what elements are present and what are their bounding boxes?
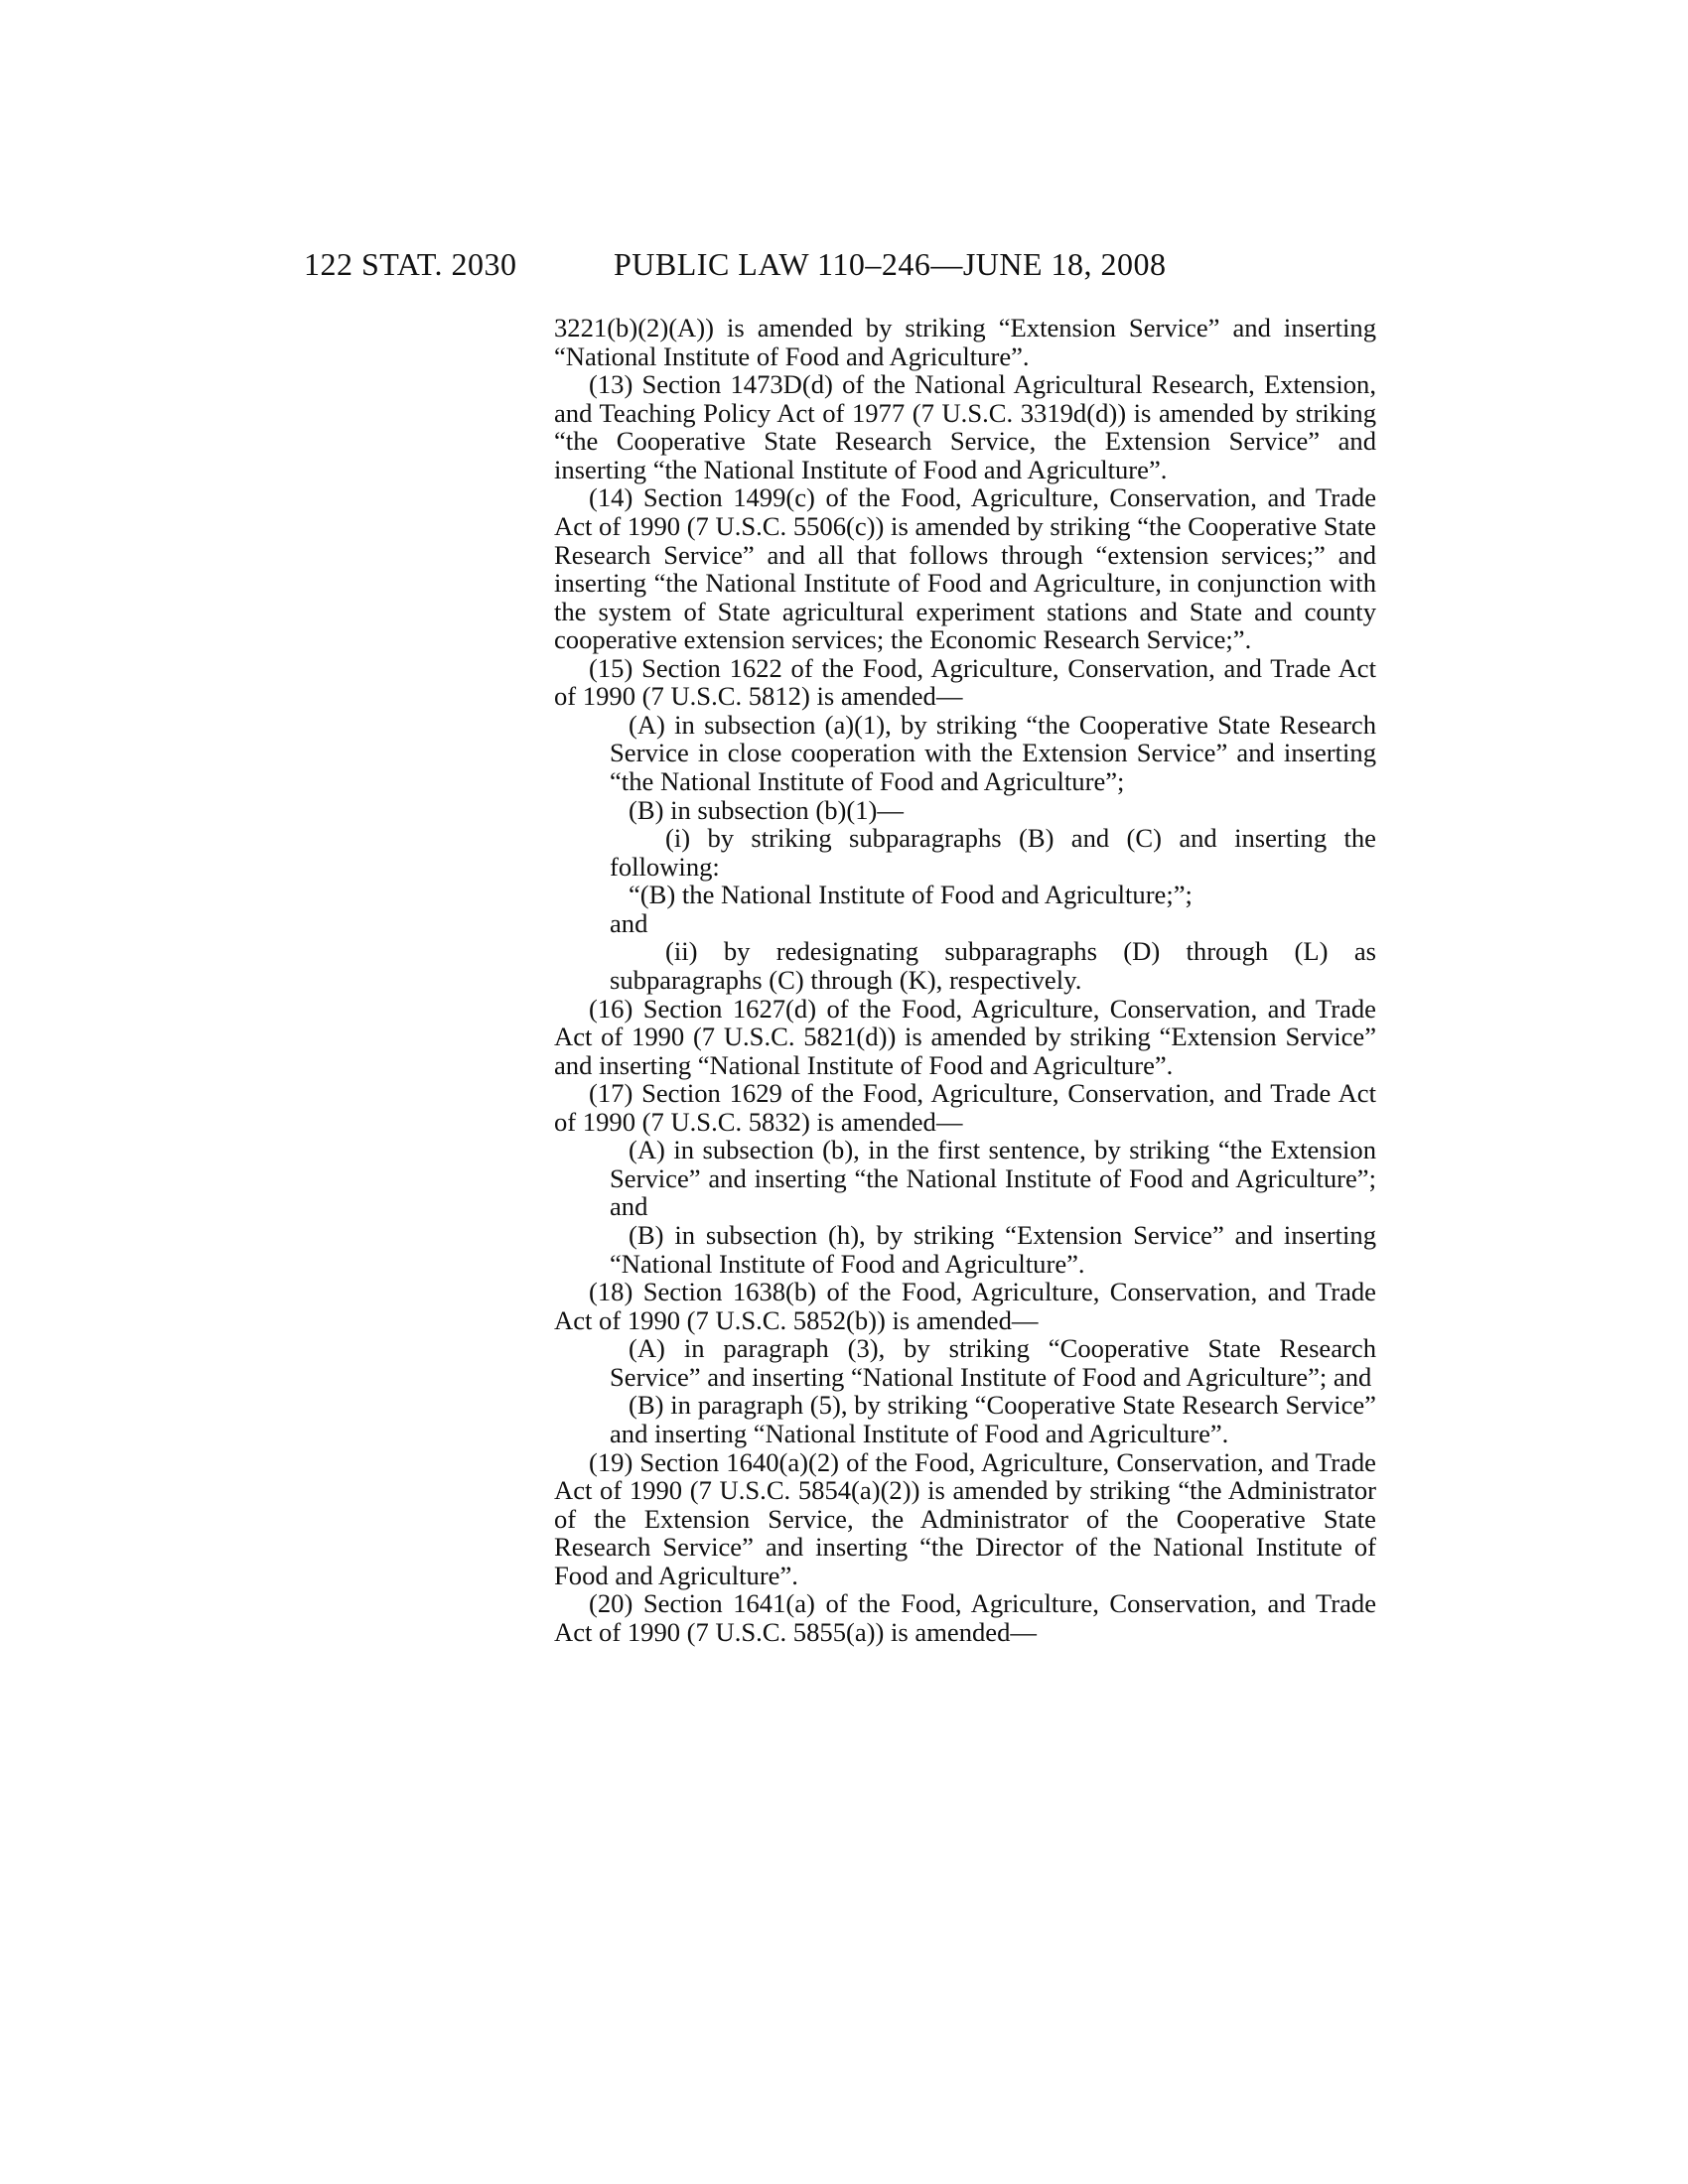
paragraph-18: (18) Section 1638(b) of the Food, Agriculture, Conservation, and Trade Act of 1990 (7 U.S.C. 5852(b)) is amended— — [554, 1277, 1376, 1335]
paragraph-15: (15) Section 1622 of the Food, Agriculture, Conservation, and Trade Act of 1990 (7 U.S.C. 5812) is amended— — [554, 652, 1376, 712]
paragraph-15-b: (B) in subsection (b)(1)— — [629, 794, 904, 825]
body-text — [554, 314, 1376, 1646]
paragraph-15-b-i: (i) by striking subparagraphs (B) and (C) and inserting the following: — [610, 823, 1376, 882]
paragraph-17-a: (A) in subsection (b), in the first sentence, by striking “the Extension Service” and inserting “the National Institute of Food and Agriculture”; and — [610, 1135, 1376, 1222]
paragraph-18-b: (B) in paragraph (5), by striking “Cooperative State Research Service” and inserting “National Institute of Food and Agriculture”. — [610, 1390, 1376, 1448]
paragraph-15-b-quote: “(B) the National Institute of Food and Agriculture;”; — [629, 880, 1193, 910]
paragraph-14: (14) Section 1499(c) of the Food, Agriculture, Conservation, and Trade Act of 1990 (7 U.S.C. 5506(c)) is amended by striking “the Cooperative State Research Service” and all that follows through “extension services;” and inserting “the National Institute of Food and Agriculture, in conjunction with the system of State agricultural experiment stations and State and county cooperative extension services; the Economic Research Service;”. — [554, 482, 1376, 655]
stat-page-number: 122 STAT. 2030 — [304, 246, 517, 282]
running-header-title: PUBLIC LAW 110–246—JUNE 18, 2008 — [614, 246, 1167, 282]
paragraph-13: (13) Section 1473D(d) of the National Agricultural Research, Extension, and Teaching Policy Act of 1977 (7 U.S.C. 3319d(d)) is amended by striking “the Cooperative State Research Service, the Extension Service” and inserting “the National Institute of Food and Agriculture”. — [554, 369, 1376, 484]
paragraph-17-b: (B) in subsection (h), by striking “Extension Service” and inserting “National Institute of Food and Agriculture”. — [610, 1220, 1376, 1279]
paragraph-20: (20) Section 1641(a) of the Food, Agriculture, Conservation, and Trade Act of 1990 (7 U.S.C. 5855(a)) is amended— — [554, 1588, 1376, 1647]
paragraph-16: (16) Section 1627(d) of the Food, Agriculture, Conservation, and Trade Act of 1990 (7 U.S.C. 5821(d)) is amended by striking “Extension Service” and inserting “National Institute of Food and Agriculture”. — [554, 993, 1376, 1080]
paragraph-15-b-ii: (ii) by redesignating subparagraphs (D) through (L) as subparagraphs (C) through (K), respectively. — [610, 936, 1376, 995]
paragraph-15-b-and: and — [610, 907, 648, 938]
paragraph-19: (19) Section 1640(a)(2) of the Food, Agriculture, Conservation, and Trade Act of 1990 (7 U.S.C. 5854(a)(2)) is amended by striking “the Administrator of the Extension Service, the Administrator of the Cooperative State Research Service” and inserting “the Director of the National Institute of Food and Agriculture”. — [554, 1446, 1376, 1590]
paragraph-18-a: (A) in paragraph (3), by striking “Cooperative State Research Service” and inserting “National Institute of Food and Agriculture”; and — [610, 1333, 1376, 1392]
paragraph-15-a: (A) in subsection (a)(1), by striking “the Cooperative State Research Service in close cooperation with the Extension Service” and inserting “the National Institute of Food and Agriculture”; — [610, 709, 1376, 796]
paragraph-continued: 3221(b)(2)(A)) is amended by striking “Extension Service” and inserting “National Institute of Food and Agriculture”. — [554, 313, 1376, 371]
paragraph-17: (17) Section 1629 of the Food, Agriculture, Conservation, and Trade Act of 1990 (7 U.S.C. 5832) is amended— — [554, 1078, 1376, 1137]
